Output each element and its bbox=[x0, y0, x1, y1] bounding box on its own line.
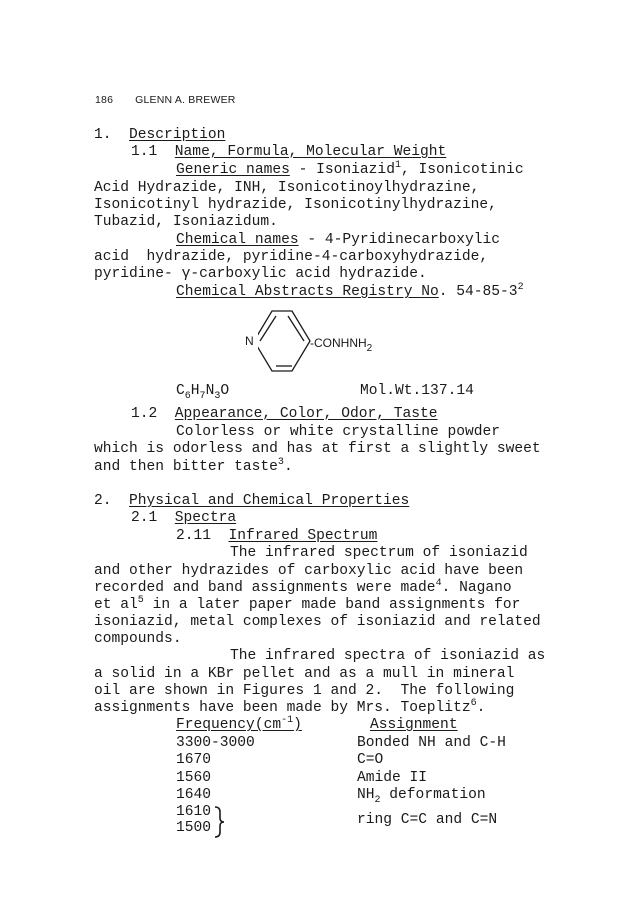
body-text-line: et $al^5$ in a later paper made band assignments for bbox=[94, 595, 521, 613]
subsection-1-2-title: Appearance, Color, Odor, Taste bbox=[174, 406, 438, 422]
author-name: GLENN A. BREWER bbox=[135, 94, 236, 106]
page-number: 186 bbox=[95, 94, 114, 106]
body-text-line: Isonicotinyl hydrazide, Isonicotinylhydrazine, bbox=[94, 197, 497, 213]
body-text-line: which is odorless and has at first a slightly sweet bbox=[94, 441, 541, 457]
body-text-line: and then bitter taste$^3$. bbox=[94, 457, 293, 475]
right-brace-icon bbox=[212, 806, 226, 838]
table-cell-frequency: 1560 bbox=[176, 770, 212, 786]
body-text-line: The infrared spectra of isoniazid as bbox=[230, 648, 546, 664]
ring-double-bond bbox=[288, 316, 304, 341]
body-text-line: oil are shown in Figures 1 and 2. The following bbox=[94, 683, 515, 699]
body-text-line: assignments have been made by Mrs. Toeplitz$^6$. bbox=[94, 698, 486, 716]
subsection-1-1-heading: 1.1 Name, Formula, Molecular Weight bbox=[131, 144, 447, 160]
running-header bbox=[95, 94, 236, 106]
body-text-line: Acid Hydrazide, INH, Isonicotinoylhydrazine, bbox=[94, 180, 480, 196]
table-cell-assignment: $NH_2$ deformation bbox=[357, 787, 486, 806]
ring-double-bond bbox=[260, 316, 276, 341]
section-1-heading: 1. Description bbox=[94, 127, 226, 143]
body-text-line: a solid in a KBr pellet and as a mull in mineral bbox=[94, 666, 515, 682]
subsection-2-1-title: Spectra bbox=[174, 510, 237, 526]
table-cell-frequency: 1640 bbox=[176, 787, 212, 803]
table-cell-frequency: 1610 bbox=[176, 804, 212, 820]
chemical-names-line: Chemical names - 4-Pyridinecarboxylic bbox=[176, 232, 501, 248]
table-cell-assignment: Bonded NH and C-H bbox=[357, 735, 506, 751]
section-2-title: Physical and Chemical Properties bbox=[129, 493, 410, 509]
table-cell-assignment: C=O bbox=[357, 752, 384, 768]
subsection-1-1-title: Name, Formula, Molecular Weight bbox=[174, 144, 447, 160]
subsection-2-11-title: Infrared Spectrum bbox=[228, 528, 378, 544]
table-cell-frequency: 1670 bbox=[176, 752, 212, 768]
body-text-line: and other hydrazides of carboxylic acid have been bbox=[94, 563, 524, 579]
body-text-line: recorded and band assignments were made$^4$. Nagano bbox=[94, 578, 512, 596]
body-text-line: isoniazid, metal complexes of isoniazid and related bbox=[94, 614, 541, 630]
table-cell-frequency: 1500 bbox=[176, 820, 212, 836]
subsection-2-11-heading: 2.11 Infrared Spectrum bbox=[176, 528, 378, 544]
body-text-line: compounds. bbox=[94, 631, 182, 647]
subsection-1-2-heading: 1.2 Appearance, Color, Odor, Taste bbox=[131, 406, 438, 422]
cas-registry-line: Chemical Abstracts Registry No. $54-85-3^2$ bbox=[176, 282, 524, 300]
pyridine-ring bbox=[254, 311, 310, 371]
section-1-title: Description bbox=[129, 127, 226, 143]
table-cell-assignment: Amide II bbox=[357, 770, 428, 786]
generic-names-line: Generic names - Isoniazid$^1$, Isonicotinic bbox=[176, 160, 524, 178]
table-header-assignment: Assignment bbox=[370, 717, 458, 733]
table-cell-frequency: 3300-3000 bbox=[176, 735, 255, 751]
body-text-line: Tubazid, Isoniazidum. bbox=[94, 214, 278, 230]
table-header-frequency: $Frequency(cm^{-1})$ bbox=[176, 715, 302, 733]
molecular-formula: $C_6H_7N_3O$ bbox=[176, 383, 230, 402]
body-text-line: pyridine- γ-carboxylic acid hydrazide. bbox=[94, 266, 427, 282]
subsection-2-1-heading: 2.1 Spectra bbox=[131, 510, 237, 526]
body-text-line: acid hydrazide, pyridine-4-carboxyhydrazide, bbox=[94, 249, 489, 265]
body-text-line: Colorless or white crystalline powder bbox=[176, 424, 501, 440]
ring-nitrogen-label: N bbox=[245, 334, 254, 348]
section-2-heading: 2. Physical and Chemical Properties bbox=[94, 493, 410, 509]
body-text-line: The infrared spectrum of isoniazid bbox=[230, 545, 528, 561]
table-cell-assignment: ring C=C and C=N bbox=[357, 812, 498, 828]
substituent-label: $-CONHNH_2$ bbox=[310, 336, 373, 354]
molecular-weight: Mol.Wt.137.14 bbox=[360, 383, 474, 399]
